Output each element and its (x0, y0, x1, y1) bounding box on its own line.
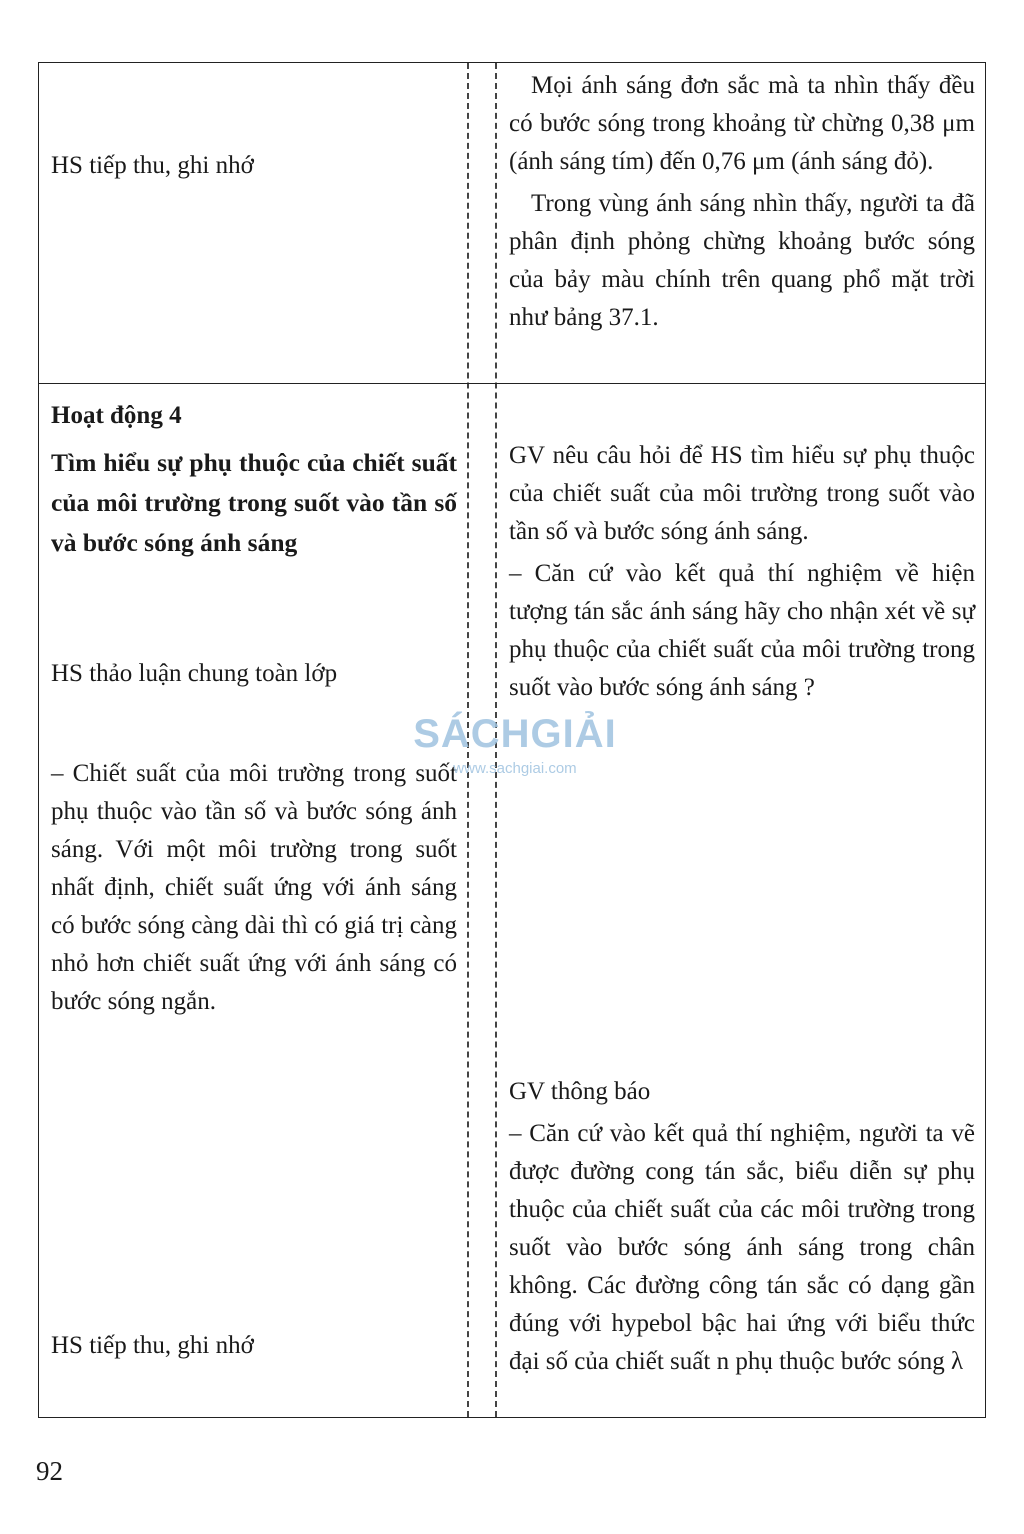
watermark (410, 712, 620, 778)
student-answer: – Chiết suất của môi trường trong suốt phụ thuộc vào tần số và bước sóng ánh sáng. Với một môi trường trong suốt nhất định, chiết suất ứng với ánh sáng có bước sóng càng dài thì có giá trị càng nhỏ hơn chiết suất ứng với ánh sáng có bước sóng ngắn. (51, 760, 457, 1015)
watermark-url: www.sachgiai.com (453, 760, 577, 777)
teacher-paragraph-seven-colors: Trong vùng ánh sáng nhìn thấy, người ta đã phân định phỏng chừng khoảng bước sóng của bảy màu chính trên quang phổ mặt trời như bảng 37.1. (509, 190, 975, 331)
teacher-intro: GV nêu câu hỏi để HS tìm hiểu sự phụ thuộc của chiết suất của môi trường trong suốt vào tần số và bước sóng ánh sáng. (509, 442, 975, 545)
watermark-logo: SÁCHGIẢI (413, 712, 617, 756)
teacher-content-row1 (509, 67, 975, 337)
student-discussion: HS thảo luận chung toàn lớp (51, 660, 338, 687)
student-note-1: HS tiếp thu, ghi nhớ (51, 152, 254, 179)
activity-heading: Tìm hiểu sự phụ thuộc của chiết suất của môi trường trong suốt vào tần số và bước sóng ánh sáng (51, 448, 457, 557)
student-note-2: HS tiếp thu, ghi nhớ (51, 1332, 254, 1359)
teacher-question: – Căn cứ vào kết quả thí nghiệm về hiện tượng tán sắc ánh sáng hãy cho nhận xét về sự phụ thuộc của chiết suất của môi trường trong suốt vào bước sóng ánh sáng ? (509, 560, 975, 701)
row-separator (39, 383, 985, 384)
teacher-info: – Căn cứ vào kết quả thí nghiệm, người ta vẽ được đường cong tán sắc, biểu diễn sự phụ thuộc của chiết suất của các môi trường trong suốt vào bước sóng ánh sáng trong chân không. Các đường công tán sắc có dạng gần đúng với hypebol bậc hai ứng với biểu thức đại số của chiết suất n phụ thuộc bước sóng λ (509, 1120, 975, 1375)
teacher-paragraph-wavelength-range: Mọi ánh sáng đơn sắc mà ta nhìn thấy đều có bước sóng trong khoảng từ chừng 0,38 μm (ánh sáng tím) đến 0,76 μm (ánh sáng đỏ). (509, 72, 975, 175)
page-number: 92 (36, 1456, 63, 1486)
teacher-notice: GV thông báo (509, 1078, 651, 1105)
activity-title: Hoạt động 4 (51, 402, 182, 429)
